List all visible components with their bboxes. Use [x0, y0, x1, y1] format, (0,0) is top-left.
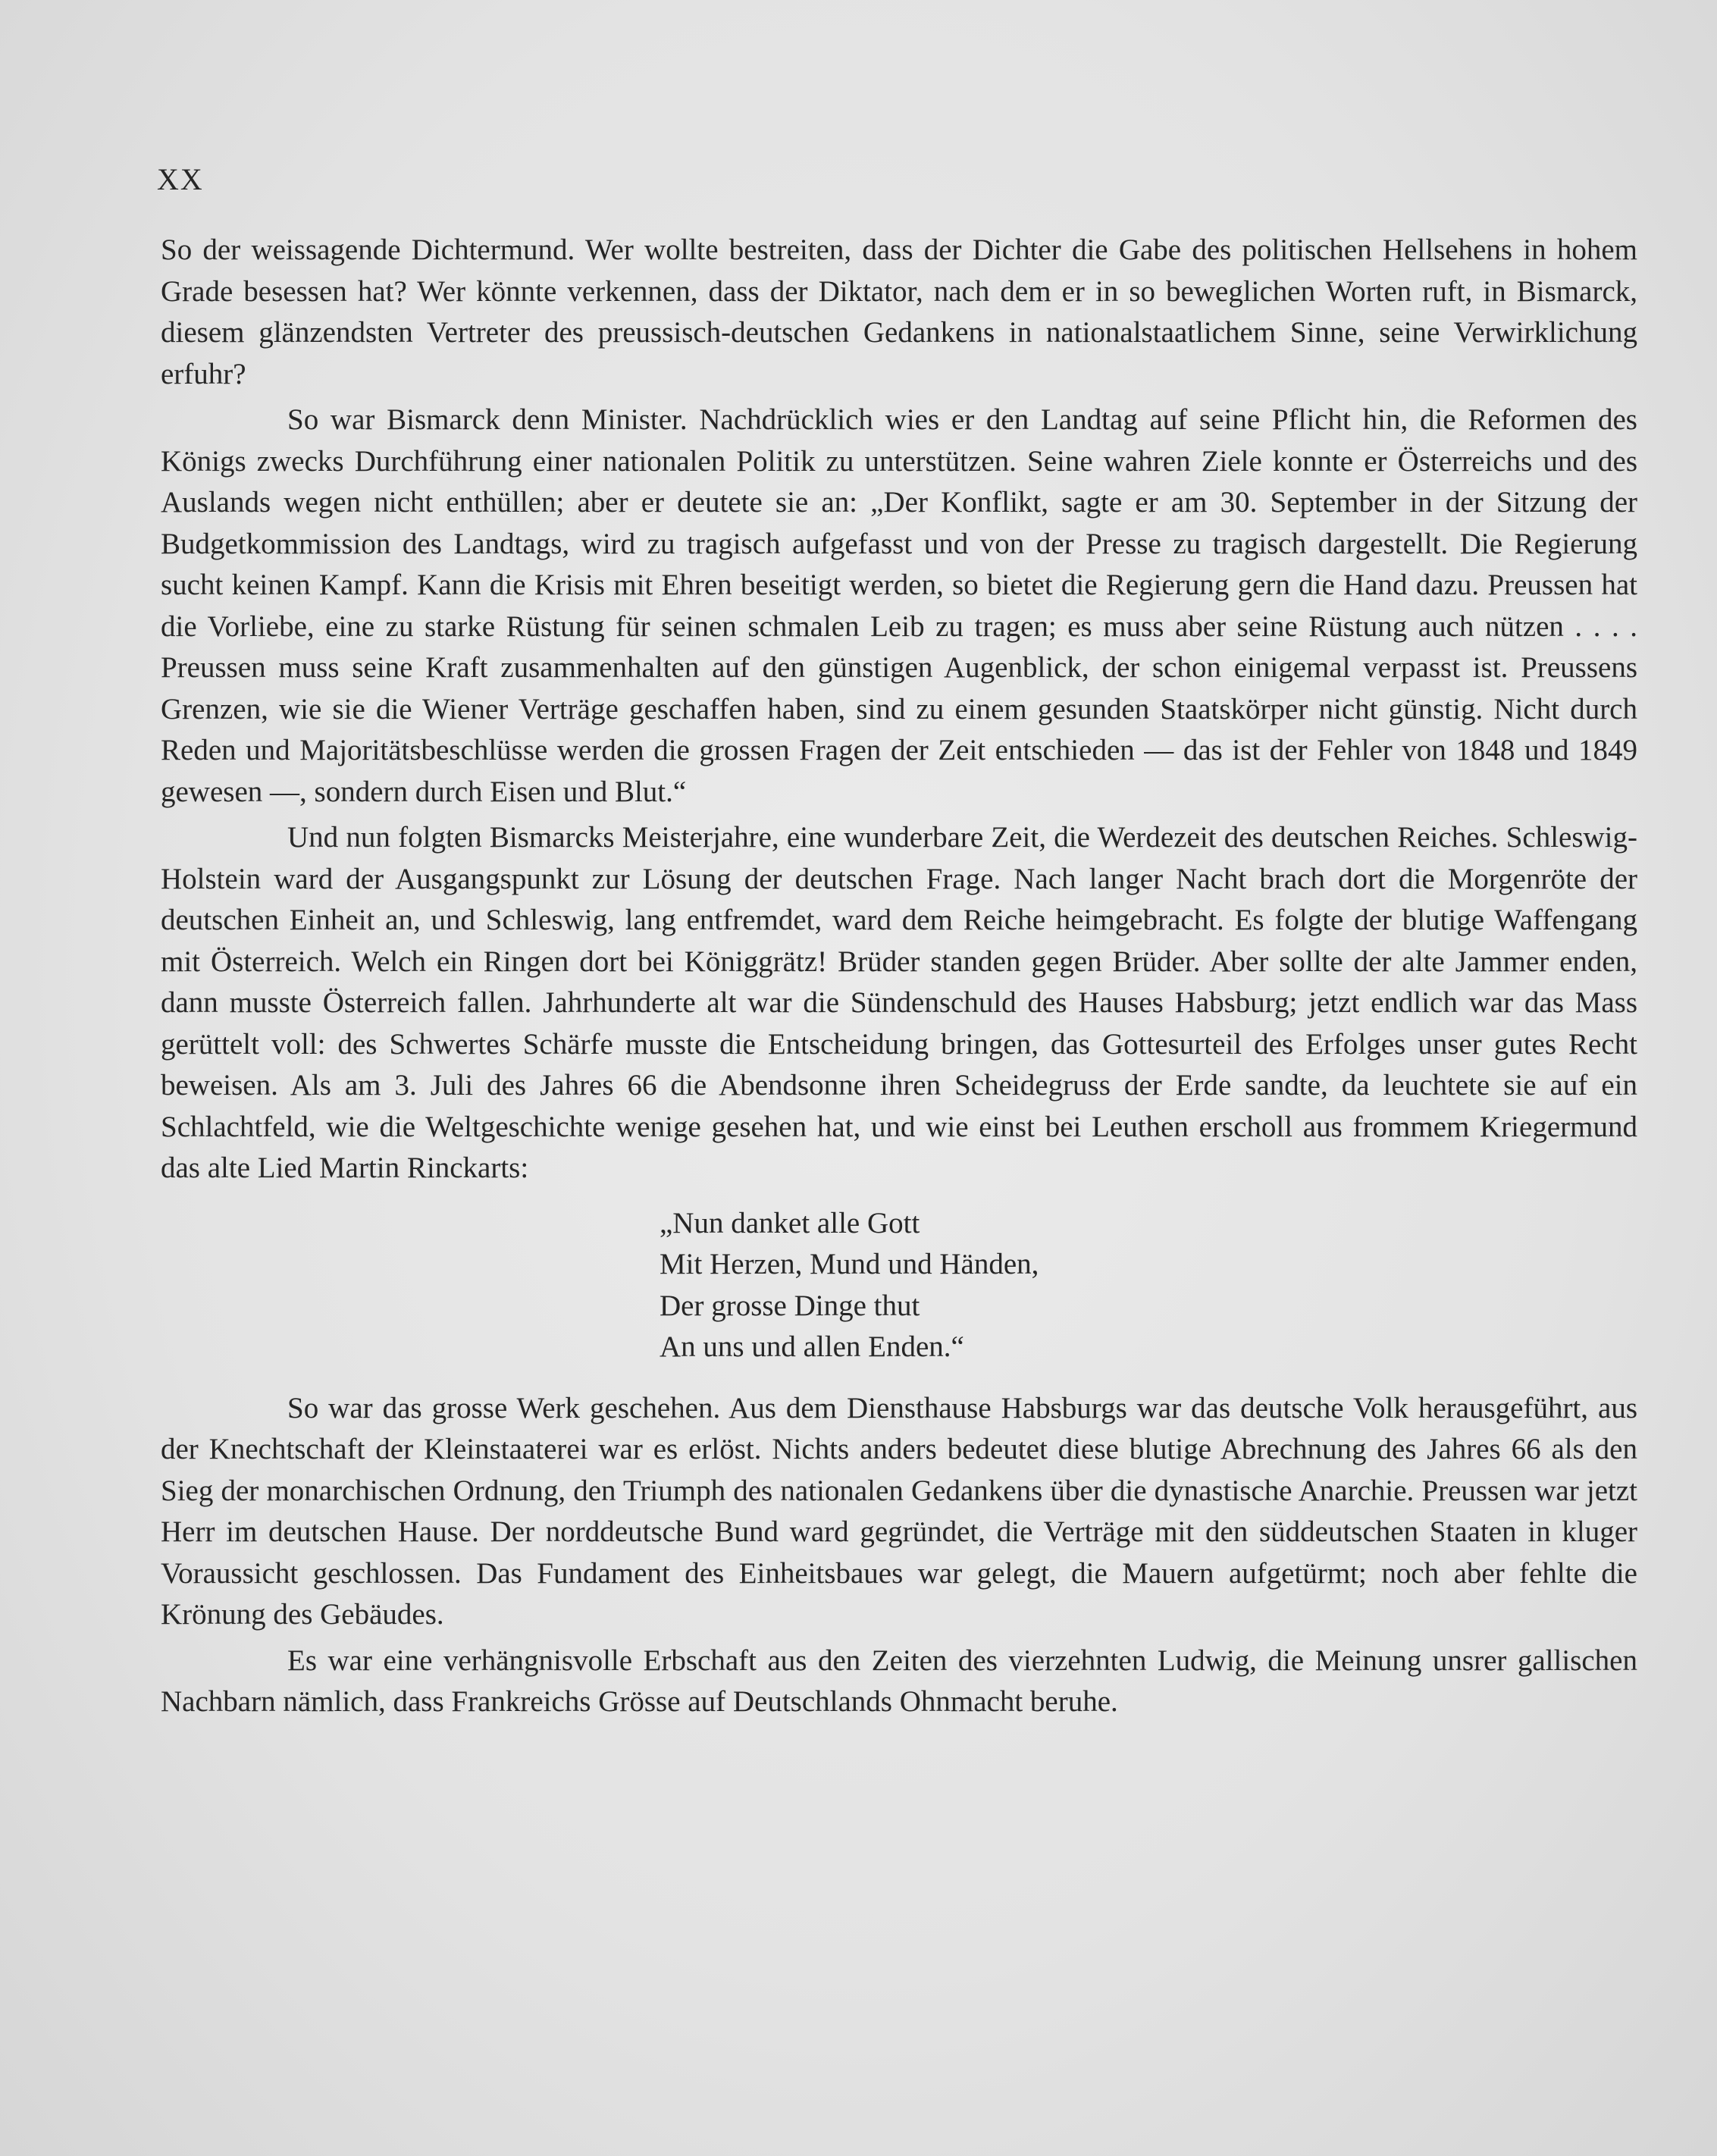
paragraph-5: Es war eine verhängnisvolle Erbschaft aus den Zeiten des vierzehnten Ludwig, die Meinung unsrer gallischen Nachbarn nämlich, dass Frankreichs Grösse auf Deutschlands Ohnmacht beruhe. — [161, 1644, 1637, 1718]
body-text — [161, 230, 1637, 1723]
verse-line-2: Mit Herzen, Mund und Händen, — [660, 1248, 1039, 1280]
paragraph-4: So war das grosse Werk geschehen. Aus dem Diensthause Habsburgs war das deutsche Volk herausgeführt, aus der Knechtschaft der Kleinstaaterei war es erlöst. Nichts anders bedeutet diese blutige Abrechnung des Jahres 66 als den Sieg der monarchischen Ordnung, den Triumph des nationalen Gedankens über die dynastische Anarchie. Preussen war jetzt Herr im deutschen Hause. Der norddeutsche Bund ward gegründet, die Verträge mit den süddeutschen Staaten in kluger Voraussicht geschlossen. Das Fundament des Einheitsbaues war gelegt, die Mauern aufgetürmt; noch aber fehlte die Krönung des Gebäudes. — [161, 1391, 1637, 1631]
verse-block — [161, 1203, 1637, 1368]
verse-line-1: „Nun danket alle Gott — [660, 1206, 920, 1239]
paragraph-1: So der weissagende Dichtermund. Wer wollte bestreiten, dass der Dichter die Gabe des politischen Hellsehens in hohem Grade besessen hat? Wer könnte verkennen, dass der Diktator, nach dem er in so beweglichen Worten ruft, in Bismarck, diesem glänzendsten Vertreter des preussisch-deutschen Gedankens in nationalstaatlichem Sinne, seine Verwirklichung erfuhr? — [161, 233, 1637, 390]
verse-line-3: Der grosse Dinge thut — [660, 1289, 920, 1322]
verse-line-4: An uns und allen Enden.“ — [660, 1330, 964, 1363]
paragraph-3: Und nun folgten Bismarcks Meisterjahre, eine wunderbare Zeit, die Werdezeit des deutschen Reiches. Schleswig-Holstein ward der Ausgangspunkt zur Lösung der deutschen Frage. Nach langer Nacht brach dort die Morgenröte der deutschen Einheit an, und Schleswig, lang entfremdet, ward dem Reiche heimgebracht. Es folgte der blutige Waffengang mit Österreich. Welch ein Ringen dort bei Königgrätz! Brüder standen gegen Brüder. Aber sollte der alte Jammer enden, dann musste Österreich fallen. Jahrhunderte alt war die Sündenschuld des Hauses Habsburg; jetzt endlich war das Mass gerüttelt voll: des Schwertes Schärfe musste die Entscheidung bringen, das Gottesurteil des Erfolges unser gutes Recht beweisen. Als am 3. Juli des Jahres 66 die Abendsonne ihren Scheidegruss der Erde sandte, da leuchtete sie auf ein Schlachtfeld, wie die Weltgeschichte wenige gesehen hat, und wie einst bei Leuthen erscholl aus frommem Kriegermund das alte Lied Martin Rinckarts: — [161, 821, 1637, 1184]
paragraph-2: So war Bismarck denn Minister. Nachdrücklich wies er den Landtag auf seine Pflicht hin, die Reformen des Königs zwecks Durchführung einer nationalen Politik zu unterstützen. Seine wahren Ziele konnte er Österreichs und des Auslands wegen nicht enthüllen; aber er deutete sie an: „Der Konflikt, sagte er am 30. September in der Sitzung der Budgetkommission des Landtags, wird zu tragisch aufgefasst und von der Presse zu tragisch dargestellt. Die Regierung sucht keinen Kampf. Kann die Krisis mit Ehren beseitigt werden, so bietet die Regierung gern die Hand dazu. Preussen hat die Vorliebe, eine zu starke Rüstung für seinen schmalen Leib zu tragen; es muss aber seine Rüstung auch nützen . . . . Preussen muss seine Kraft zusammenhalten auf den günstigen Augenblick, der schon einigemal verpasst ist. Preussens Grenzen, wie sie die Wiener Verträge geschaffen haben, sind zu einem gesunden Staatskörper nicht günstig. Nicht durch Reden und Majoritätsbeschlüsse werden die grossen Fragen der Zeit entschieden — das ist der Fehler von 1848 und 1849 gewesen —, sondern durch Eisen und Blut.“ — [161, 403, 1637, 808]
page-number: XX — [157, 162, 204, 196]
